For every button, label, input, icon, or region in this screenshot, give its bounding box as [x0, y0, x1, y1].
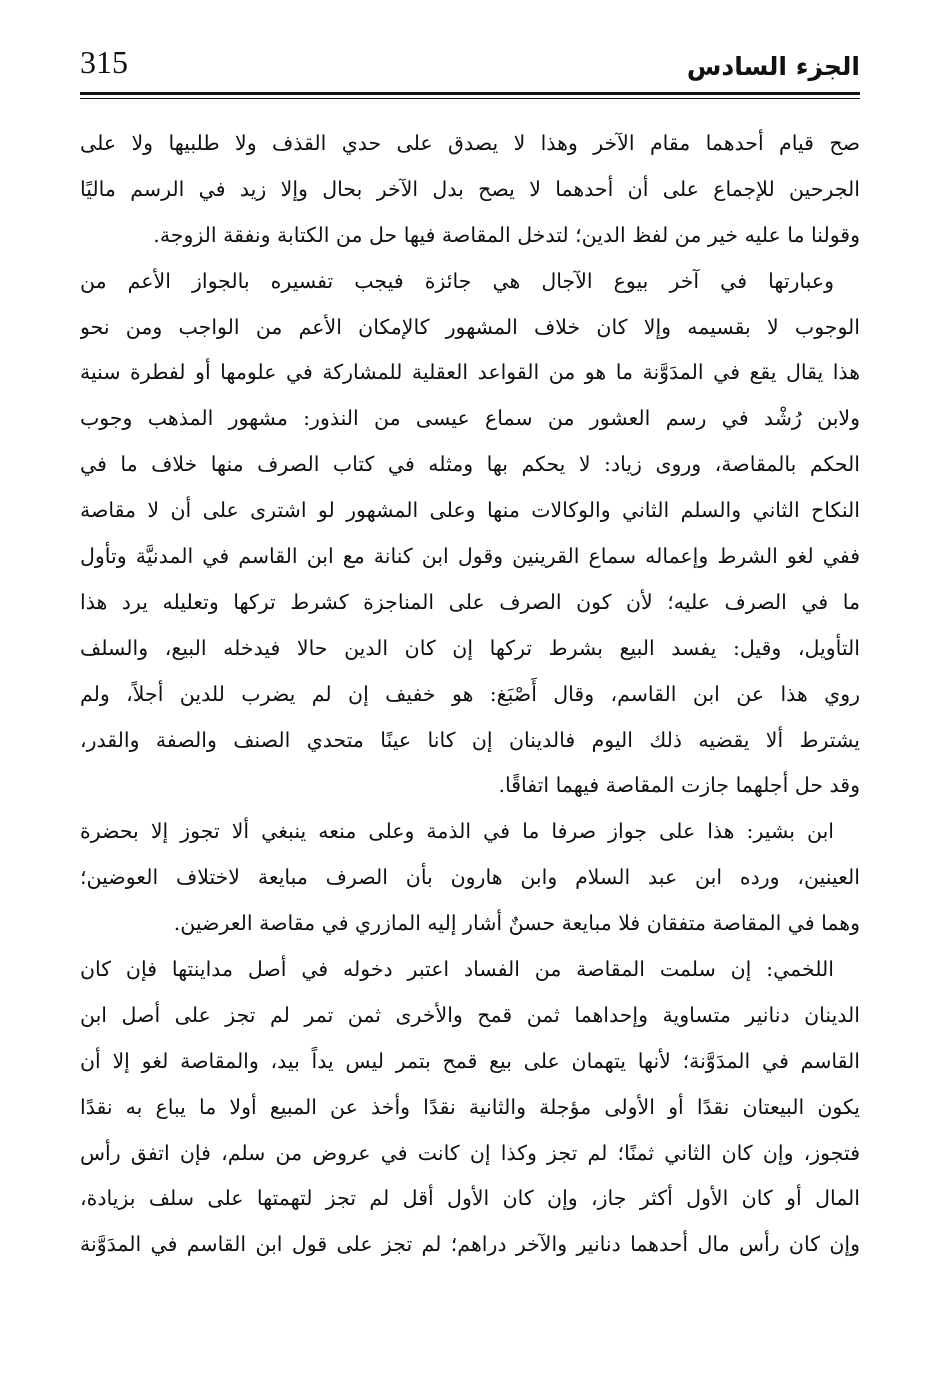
- body-text: [80, 121, 860, 1268]
- text-line: النكاح الثاني والسلم الثاني والوكالات منها وعلى المشهور لو اشترى على أن لا مقاصة: [80, 498, 860, 523]
- text-line: ابن بشير: هذا على جواز صرفا ما في الذمة وعلى منعه ينبغي ألا تجوز إلا بحضرة: [80, 819, 834, 844]
- text-line: وهما في المقاصة متفقان فلا مبايعة حسنٌ أشار إليه المازري في مقاصة العرضين.: [173, 911, 860, 936]
- text-line: العينين، ورده ابن عبد السلام وابن هارون بأن الصرف مبايعة لاختلاف العوضين؛: [80, 865, 860, 890]
- text-line: القاسم في المدَوَّنة؛ لأنها يتهمان على بيع قمح بتمر ليس يداً بيد، والمقاصة لغو إلا أن: [80, 1048, 860, 1073]
- header-rule-thin: [80, 98, 860, 99]
- header-rule-thick: [80, 92, 860, 95]
- text-line: هذا يقال يقع في المدَوَّنة ما هو من القواعد العقلية للمشاركة في علومها أو لفطرة سنية: [80, 360, 860, 385]
- text-line: ما في الصرف عليه؛ لأن كون الصرف على المناجزة كشرط تركها وتعليله يرد هذا: [80, 589, 860, 614]
- text-line: ففي لغو الشرط وإعماله سماع القرينين وقول ابن كنانة مع ابن القاسم في المدنيَّة وتأول: [80, 544, 860, 569]
- text-line: الحكم بالمقاصة، وروى زياد: لا يحكم بها ومثله في كتاب الصرف منها خلاف ما في: [80, 452, 860, 477]
- text-line: روي هذا عن ابن القاسم، وقال أَصْبَغ: هو خفيف إن لم يضرب للدين أجلاً، ولم: [80, 681, 860, 706]
- text-line: وإن كان رأس مال أحدهما دنانير والآخر دراهم؛ لم تجز على قول ابن القاسم في المدَوَّنة: [80, 1232, 860, 1257]
- page-header: [80, 38, 860, 88]
- text-line: المال أو كان الأول أكثر جاز، وإن كان الأول أقل لم تجز لتهمتها على سلف بزيادة،: [80, 1186, 860, 1211]
- text-line: التأويل، وقيل: يفسد البيع بشرط تركها إن كان الدين حالا فيدخله البيع، والسلف: [80, 635, 860, 660]
- text-line: وعبارتها في آخر بيوع الآجال هي جائزة فيجب تفسيره بالجواز الأعم من: [80, 268, 834, 293]
- running-head: الجزء السادس: [686, 52, 860, 81]
- page-number: 315: [80, 44, 128, 80]
- text-line: الوجوب لا بقسيمه وإلا كان خلاف المشهور كالإمكان الأعم من الواجب ومن نحو: [80, 314, 860, 339]
- text-line: وقولنا ما عليه خير من لفظ الدين؛ لتدخل المقاصة فيها حل من الكتابة ونفقة الزوجة.: [153, 222, 860, 247]
- text-line: وقد حل أجلهما جازت المقاصة فيهما اتفاقًا.: [498, 773, 860, 798]
- text-line: يكون البيعتان نقدًا أو الأولى مؤجلة والثانية نقدًا وأخذ عن المبيع أولا ما يباع به نقدًا: [80, 1094, 860, 1119]
- text-line: الجرحين للإجماع على أن أحدهما لا يصح بدل الآخر بحال وإلا زيد في الرسم ماليًا: [80, 176, 860, 201]
- text-line: ولابن رُشْد في رسم العشور من سماع عيسى من النذور: مشهور المذهب وجوب: [80, 406, 860, 431]
- text-line: يشترط ألا يقضيه ذلك اليوم فالدينان إن كانا عينًا متحدي الصنف والصفة والقدر،: [80, 727, 860, 752]
- text-line: اللخمي: إن سلمت المقاصة من الفساد اعتبر دخوله في أصل مداينتها فإن كان: [80, 957, 834, 982]
- text-line: الدينان دنانير متساوية وإحداهما ثمن قمح والأخرى ثمن تمر لم تجز على أصل ابن: [80, 1002, 860, 1027]
- text-line: صح قيام أحدهما مقام الآخر وهذا لا يصدق على حدي القذف ولا طلبيها ولا على: [80, 131, 860, 155]
- text-line: فتجوز، وإن كان الثاني ثمنًا؛ لم تجز وكذا إن كانت في عروض من سلم، فإن اتفق رأس: [80, 1140, 860, 1165]
